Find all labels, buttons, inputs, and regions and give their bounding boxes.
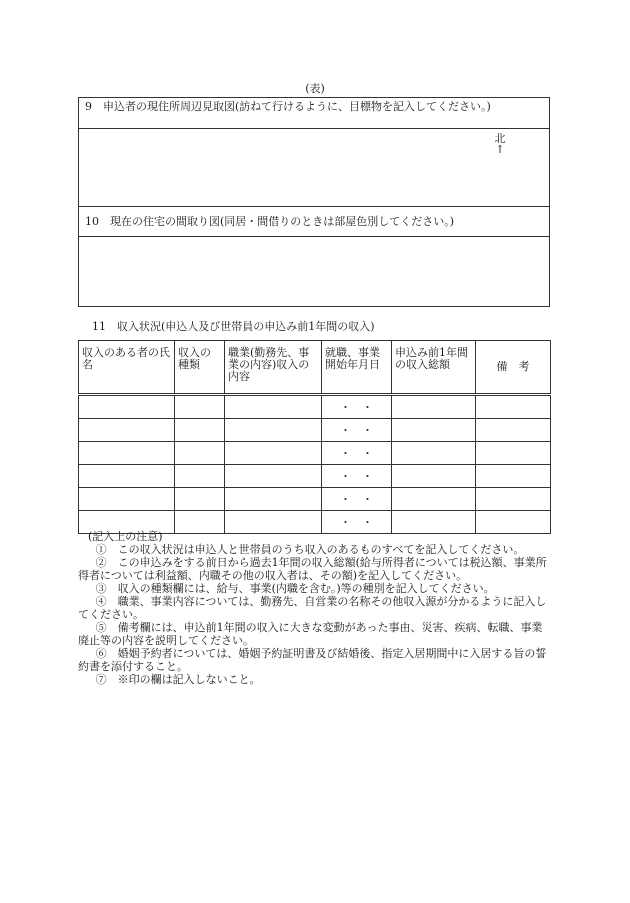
occupation-cell[interactable] bbox=[225, 395, 322, 419]
total-income-cell[interactable] bbox=[392, 442, 476, 465]
note-item: ① この収入状況は申込人と世帯員のうち収入のあるものすべてを記入してください。 bbox=[95, 543, 525, 556]
header-occupation: 職業(勤務先、事業の内容)収入の内容 bbox=[225, 341, 322, 395]
total-income-cell[interactable] bbox=[392, 395, 476, 419]
section11-title: 11 収入状況(申込人及び世帯員の申込み前1年間の収入) bbox=[92, 320, 375, 333]
north-label: 北 bbox=[494, 132, 506, 145]
section10-floorplan-box bbox=[78, 207, 550, 307]
name-cell[interactable] bbox=[79, 419, 175, 442]
remarks-cell[interactable] bbox=[476, 465, 551, 488]
total-income-cell[interactable] bbox=[392, 488, 476, 511]
note-item: ⑦ ※印の欄は記入しないこと。 bbox=[95, 673, 261, 686]
notes-section bbox=[78, 530, 550, 686]
section10-title: 10 現在の住宅の間取り図(同居・間借りのときは部屋色別してください。) bbox=[79, 207, 549, 237]
occupation-cell[interactable] bbox=[225, 465, 322, 488]
remarks-cell[interactable] bbox=[476, 488, 551, 511]
total-income-cell[interactable] bbox=[392, 465, 476, 488]
remarks-cell[interactable] bbox=[476, 442, 551, 465]
table-row bbox=[79, 488, 551, 511]
total-income-cell[interactable] bbox=[392, 419, 476, 442]
income-type-cell[interactable] bbox=[175, 465, 225, 488]
occupation-cell[interactable] bbox=[225, 488, 322, 511]
note-item: ⑥ 婚姻予約者については、婚姻予約証明書及び結婚後、指定入居期間中に入居する旨の誓約書を添付すること。 bbox=[78, 647, 547, 673]
remarks-cell[interactable] bbox=[476, 419, 551, 442]
occupation-cell[interactable] bbox=[225, 419, 322, 442]
section9-title: 9 申込者の現住所周辺見取図(訪ねて行けるように、目標物を記入してください。) bbox=[79, 98, 549, 129]
note-item: ④ 職業、事業内容については、勤務先、自営業の名称その他収入源が分かるように記入してください。 bbox=[78, 595, 547, 621]
income-type-cell[interactable] bbox=[175, 488, 225, 511]
income-type-cell[interactable] bbox=[175, 442, 225, 465]
table-row bbox=[79, 465, 551, 488]
name-cell[interactable] bbox=[79, 395, 175, 419]
income-type-cell[interactable] bbox=[175, 419, 225, 442]
header-name: 収入のある者の氏名 bbox=[79, 341, 175, 395]
note-item: ⑤ 備考欄には、申込前1年間の収入に大きな変動があった事由、災害、疾病、転職、事業廃止等の内容を説明してください。 bbox=[78, 621, 543, 647]
north-indicator bbox=[493, 133, 507, 155]
income-table-header bbox=[79, 341, 551, 395]
occupation-cell[interactable] bbox=[225, 442, 322, 465]
remarks-cell[interactable] bbox=[476, 395, 551, 419]
header-income-type: 収入の種類 bbox=[175, 341, 225, 395]
start-date-cell[interactable]: ・ ・ bbox=[322, 465, 392, 488]
section9-map-box bbox=[78, 97, 550, 207]
table-row bbox=[79, 419, 551, 442]
start-date-cell[interactable]: ・ ・ bbox=[322, 419, 392, 442]
start-date-cell[interactable]: ・ ・ bbox=[322, 488, 392, 511]
table-row bbox=[79, 442, 551, 465]
header-start-date: 就職、事業開始年月日 bbox=[322, 341, 392, 395]
name-cell[interactable] bbox=[79, 488, 175, 511]
table-row bbox=[79, 395, 551, 419]
header-total-income: 申込み前1年間の収入総額 bbox=[392, 341, 476, 395]
note-item: ③ 収入の種類欄には、給与、事業(内職を含む。)等の種別を記入してください。 bbox=[95, 582, 495, 595]
name-cell[interactable] bbox=[79, 465, 175, 488]
income-type-cell[interactable] bbox=[175, 395, 225, 419]
notes-title: (記入上の注意) bbox=[88, 530, 163, 543]
income-table bbox=[78, 340, 551, 534]
north-arrow-icon: ↑ bbox=[495, 143, 505, 156]
start-date-cell[interactable]: ・ ・ bbox=[322, 395, 392, 419]
note-item: ② この申込みをする前日から過去1年間の収入総額(給与所得者については税込額、事業所得者については利益額、内職その他の収入者は、その額)を記入してください。 bbox=[78, 556, 547, 582]
name-cell[interactable] bbox=[79, 442, 175, 465]
section9-drawing-area[interactable] bbox=[79, 129, 549, 206]
page-label: (表) bbox=[305, 82, 325, 95]
start-date-cell[interactable]: ・ ・ bbox=[322, 442, 392, 465]
header-remarks: 備 考 bbox=[476, 341, 551, 395]
start-date-cell[interactable]: ・ ・ bbox=[322, 511, 392, 534]
